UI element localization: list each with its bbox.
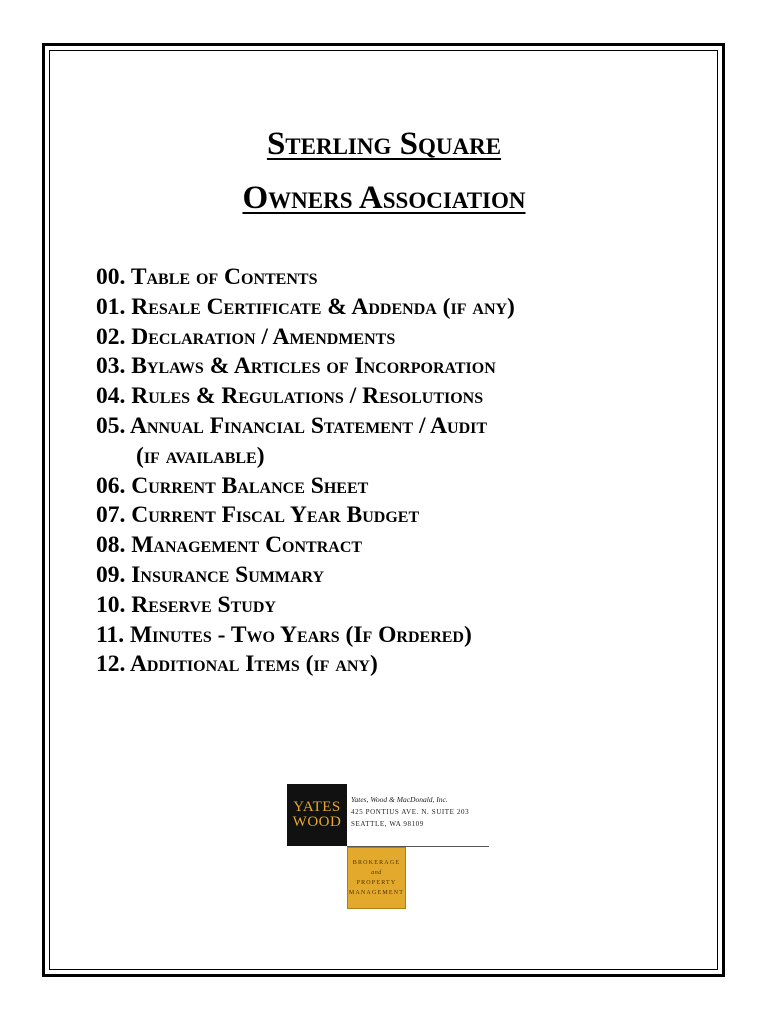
toc-item: 04. Rules & Regulations / Resolutions: [96, 383, 484, 410]
logo-mark: YATES WOOD: [287, 784, 347, 846]
document-title-line-1: Sterling Square: [266, 126, 502, 162]
toc-item: 05. Annual Financial Statement / Audit: [96, 412, 488, 439]
toc-item: 10. Reserve Study: [96, 591, 276, 618]
toc-item: 12. Additional Items (if any): [96, 651, 378, 678]
logo-tag-block: BROKERAGE and PROPERTY MANAGEMENT: [347, 847, 406, 909]
toc-item: 11. Minutes - Two Years (If Ordered): [96, 621, 472, 648]
toc-item: 08. Management Contract: [96, 532, 363, 559]
logo-company-info: [351, 794, 489, 830]
logo-address-line-2: SEATTLE, WA 98109: [351, 820, 424, 828]
logo-company-name: Yates, Wood & MacDonald, Inc.: [351, 795, 448, 804]
company-logo: [287, 784, 489, 911]
logo-address-line-1: 425 PONTIUS AVE. N. SUITE 203: [351, 808, 470, 816]
toc-item: 02. Declaration / Amendments: [96, 323, 396, 350]
toc-item: 03. Bylaws & Articles of Incorporation: [96, 353, 496, 380]
document-title-line-2: Owners Association: [242, 180, 526, 216]
toc-item: 09. Insurance Summary: [96, 561, 325, 588]
toc-item: 07. Current Fiscal Year Budget: [96, 502, 420, 529]
toc-item: 00. Table of Contents: [96, 264, 318, 290]
table-of-contents: [96, 263, 515, 680]
toc-item-continuation: (if available): [136, 442, 265, 469]
toc-item: 06. Current Balance Sheet: [96, 472, 369, 499]
toc-item: 01. Resale Certificate & Addenda (if any): [96, 293, 515, 320]
